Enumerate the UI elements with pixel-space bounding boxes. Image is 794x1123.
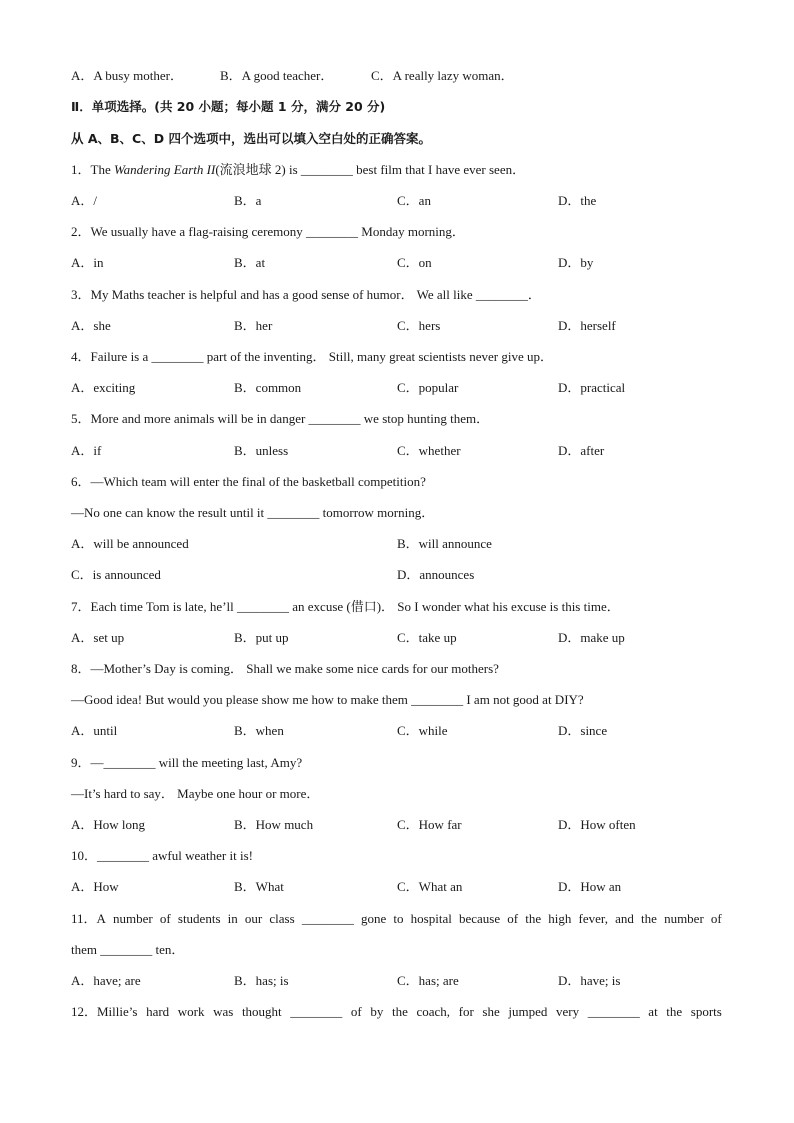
question-2: 2．We usually have a flag-raising ceremony ________ Monday morning．: [71, 224, 465, 239]
q3-option-d: D．herself: [558, 318, 616, 333]
question-9-line-1: 9．—________ will the meeting last, Amy?: [71, 755, 303, 770]
top-option-b: B．A good teacher．: [220, 68, 334, 83]
q4-option-b: B．common: [234, 380, 302, 395]
q12-word: of: [350, 1004, 362, 1019]
question-7: 7．Each time Tom is late, he’ll ________ an excuse (借口)． So I wonder what his excuse is this time．: [71, 599, 620, 614]
q12-word: work: [177, 1004, 205, 1019]
q5-option-a: A．if: [71, 443, 102, 458]
q4-option-c: C．popular: [397, 380, 459, 395]
q10-option-d: D．How an: [558, 879, 622, 894]
q8-option-d: D．since: [558, 723, 608, 738]
q11-option-b: B．has; is: [234, 973, 289, 988]
q11-blank: ________: [301, 911, 354, 926]
q5-option-d: D．after: [558, 443, 605, 458]
question-9-line-2: —It’s hard to say． Maybe one hour or more．: [71, 786, 320, 801]
q12-word: 12．Millie’s: [71, 1004, 138, 1019]
q12-word: thought: [241, 1004, 282, 1019]
question-11-line-1: [71, 911, 722, 927]
q11-word: the: [525, 911, 542, 926]
q8-option-c: C．while: [397, 723, 448, 738]
q12-word: for: [458, 1004, 474, 1019]
q3-option-a: A．she: [71, 318, 111, 333]
q10-option-b: B．What: [234, 879, 284, 894]
q12-word: the: [391, 1004, 408, 1019]
question-8-line-1: 8．—Mother’s Day is coming． Shall we make some nice cards for our mothers?: [71, 661, 499, 676]
q12-word: she: [482, 1004, 500, 1019]
q7-option-b: B．put up: [234, 630, 289, 645]
q12-word: at: [648, 1004, 658, 1019]
q1-pre: 1．The: [71, 162, 114, 177]
q9-option-b: B．How much: [234, 817, 314, 832]
q12-word: jumped: [508, 1004, 548, 1019]
q12-word: very: [555, 1004, 580, 1019]
q1-option-c: C．an: [397, 193, 431, 208]
q12-word: coach,: [416, 1004, 451, 1019]
q2-option-d: D．by: [558, 255, 594, 270]
q9-option-c: C．How far: [397, 817, 462, 832]
q6-option-b: B．will announce: [397, 536, 492, 551]
q11-word: to: [393, 911, 404, 926]
q7-option-d: D．make up: [558, 630, 625, 645]
question-11-line-2: them ________ ten．: [71, 942, 185, 957]
q6-option-a: A．will be announced: [71, 536, 189, 551]
q6-option-c: C．is announced: [71, 567, 161, 582]
q11-word: gone: [360, 911, 387, 926]
q11-word: 11．A: [71, 911, 106, 926]
q12-blank: ________: [587, 1004, 640, 1019]
question-1: [71, 162, 525, 178]
question-10: 10．________ awful weather it is!: [71, 848, 253, 863]
q9-option-a: A．How long: [71, 817, 146, 832]
q10-option-a: A．How: [71, 879, 119, 894]
q11-word: because: [458, 911, 501, 926]
section-title: Ⅱ．单项选择。(共 20 小题；每小题 1 分，满分 20 分): [71, 99, 386, 114]
q1-option-d: D．the: [558, 193, 597, 208]
q11-word: of: [507, 911, 519, 926]
q11-word: in: [227, 911, 238, 926]
q12-word: hard: [146, 1004, 170, 1019]
q7-option-c: C．take up: [397, 630, 457, 645]
q1-option-b: B．a: [234, 193, 262, 208]
q11-word: hospital: [410, 911, 452, 926]
question-6-line-1: 6．—Which team will enter the final of the basketball competition?: [71, 474, 426, 489]
q2-option-b: B．at: [234, 255, 266, 270]
q12-word: the: [666, 1004, 683, 1019]
q11-word: the: [641, 911, 657, 926]
q11-word: fever,: [578, 911, 608, 926]
q4-option-d: D．practical: [558, 380, 626, 395]
top-option-a: A．A busy mother．: [71, 68, 183, 83]
q2-option-a: A．in: [71, 255, 104, 270]
question-8-line-2: —Good idea! But would you please show me how to make them ________ I am not good at DIY?: [71, 692, 584, 707]
q3-option-c: C．hers: [397, 318, 441, 333]
q8-option-b: B．when: [234, 723, 284, 738]
q12-word: by: [370, 1004, 384, 1019]
q11-word: of: [159, 911, 171, 926]
q11-option-a: A．have; are: [71, 973, 141, 988]
q10-option-c: C．What an: [397, 879, 463, 894]
q1-post: (流浪地球 2) is ________ best film that I have ever seen．: [215, 162, 526, 177]
q2-option-c: C．on: [397, 255, 432, 270]
q6-option-d: D．announces: [397, 567, 475, 582]
q7-option-a: A．set up: [71, 630, 125, 645]
q1-title: Wandering Earth II: [113, 162, 216, 177]
q5-option-c: C．whether: [397, 443, 461, 458]
q8-option-a: A．until: [71, 723, 118, 738]
q11-option-c: C．has; are: [397, 973, 459, 988]
q9-option-d: D．How often: [558, 817, 636, 832]
q12-word: was: [213, 1004, 234, 1019]
instruction: 从 A、B、C、D 四个选项中，选出可以填入空白处的正确答案。: [71, 131, 431, 146]
q11-word: of: [710, 911, 722, 926]
q11-word: number: [113, 911, 153, 926]
q1-option-a: A．/: [71, 193, 98, 208]
q11-word: and: [615, 911, 634, 926]
question-6-line-2: —No one can know the result until it ________ tomorrow morning．: [71, 505, 435, 520]
q11-word: class: [269, 911, 295, 926]
q11-word: our: [244, 911, 263, 926]
q12-blank: ________: [290, 1004, 343, 1019]
q11-word: high: [548, 911, 572, 926]
top-option-c: C．A really lazy woman．: [371, 68, 514, 83]
question-3: 3．My Maths teacher is helpful and has a good sense of humor． We all like ________．: [71, 287, 541, 302]
q4-option-a: A．exciting: [71, 380, 136, 395]
q11-word: students: [177, 911, 221, 926]
question-4: 4．Failure is a ________ part of the inventing． Still, many great scientists never give up．: [71, 349, 553, 364]
q5-option-b: B．unless: [234, 443, 289, 458]
q11-word: number: [664, 911, 704, 926]
question-12-line-1: [71, 1004, 722, 1020]
q11-option-d: D．have; is: [558, 973, 621, 988]
q12-word: sports: [690, 1004, 722, 1019]
question-5: 5．More and more animals will be in danger ________ we stop hunting them．: [71, 411, 490, 426]
q3-option-b: B．her: [234, 318, 273, 333]
